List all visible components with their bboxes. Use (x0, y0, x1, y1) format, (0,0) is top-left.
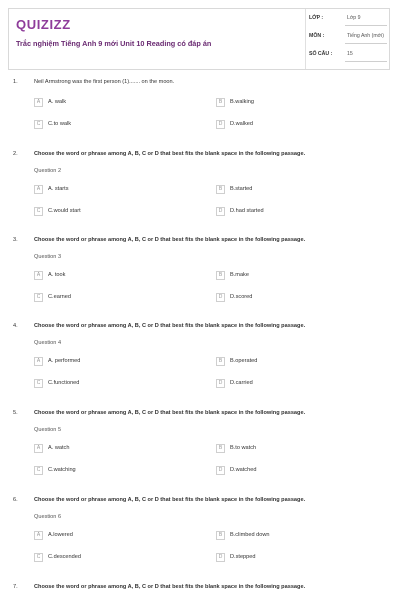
option-text: A.lowered (48, 532, 73, 538)
answer-option-d[interactable] (216, 120, 376, 129)
option-text: B.started (230, 186, 253, 192)
answer-option-c[interactable] (34, 120, 194, 129)
question-number: 1. (13, 79, 18, 85)
question-text: Choose the word or phrase among A, B, C or D that best fits the blank space in the following passage. (34, 497, 306, 503)
answer-option-a[interactable] (34, 531, 194, 540)
question-number: 3. (13, 237, 18, 243)
meta-value: 15 (347, 51, 353, 57)
question-text: Choose the word or phrase among A, B, C or D that best fits the blank space in the following passage. (34, 151, 306, 157)
option-letter-box: A (34, 531, 43, 540)
option-letter-box: A (34, 185, 43, 194)
option-text: C.to walk (48, 121, 72, 127)
question-label: Question 2 (34, 168, 62, 174)
question-number: 7. (13, 584, 18, 590)
option-letter-box: A (34, 271, 43, 280)
option-text: A. took (48, 272, 66, 278)
question-text: Choose the word or phrase among A, B, C or D that best fits the blank space in the following passage. (34, 584, 306, 590)
question-label: Question 5 (34, 427, 62, 433)
answer-option-c[interactable] (34, 207, 194, 216)
meta-row-class (309, 13, 391, 26)
answer-option-b[interactable] (216, 98, 376, 107)
meta-underline (345, 43, 387, 44)
option-text: D.watched (230, 467, 257, 473)
answer-option-a[interactable] (34, 357, 194, 366)
option-text: D.had started (230, 208, 264, 214)
option-text: D.stepped (230, 554, 256, 560)
option-text: C.descended (48, 554, 81, 560)
answer-option-a[interactable] (34, 444, 194, 453)
option-text: C.watching (48, 467, 76, 473)
option-text: A. watch (48, 445, 70, 451)
option-letter-box: A (34, 98, 43, 107)
meta-label: LỚP : (309, 15, 324, 21)
meta-label: MÔN : (309, 33, 325, 39)
option-text: B.to watch (230, 445, 257, 451)
answer-option-b[interactable] (216, 271, 376, 280)
option-letter-box: A (34, 357, 43, 366)
worksheet-title: Trắc nghiệm Tiếng Anh 9 mới Unit 10 Reading có đáp án (16, 39, 212, 48)
answer-option-b[interactable] (216, 444, 376, 453)
option-letter-box: C (34, 293, 43, 302)
question-label: Question 3 (34, 254, 62, 260)
answer-option-d[interactable] (216, 466, 376, 475)
meta-label: SỐ CÂU : (309, 51, 333, 57)
question-label: Question 6 (34, 514, 62, 520)
answer-option-d[interactable] (216, 379, 376, 388)
option-text: C.functioned (48, 380, 80, 386)
answer-option-a[interactable] (34, 271, 194, 280)
option-letter-box: C (34, 120, 43, 129)
option-letter-box: D (216, 207, 225, 216)
option-text: B.walking (230, 99, 254, 105)
option-text: B.climbed down (230, 532, 270, 538)
option-letter-box: B (216, 357, 225, 366)
answer-option-a[interactable] (34, 185, 194, 194)
answer-option-b[interactable] (216, 531, 376, 540)
option-letter-box: C (34, 207, 43, 216)
worksheet-header (8, 8, 390, 70)
option-text: D.carried (230, 380, 253, 386)
option-letter-box: C (34, 553, 43, 562)
option-letter-box: B (216, 98, 225, 107)
answer-option-d[interactable] (216, 293, 376, 302)
question-text: Choose the word or phrase among A, B, C or D that best fits the blank space in the following passage. (34, 323, 306, 329)
option-letter-box: B (216, 531, 225, 540)
header-divider (305, 9, 306, 69)
answer-option-c[interactable] (34, 293, 194, 302)
meta-row-count (309, 49, 391, 62)
quizizz-logo: QUIZIZZ (16, 17, 71, 32)
option-text: B.make (230, 272, 249, 278)
answer-option-d[interactable] (216, 207, 376, 216)
answer-option-b[interactable] (216, 185, 376, 194)
question-number: 4. (13, 323, 18, 329)
option-text: C.earned (48, 294, 72, 300)
question-text: Neil Armstrong was the first person (1)....... on the moon. (34, 79, 175, 85)
answer-option-d[interactable] (216, 553, 376, 562)
option-letter-box: D (216, 379, 225, 388)
answer-option-b[interactable] (216, 357, 376, 366)
question-text: Choose the word or phrase among A, B, C or D that best fits the blank space in the following passage. (34, 410, 306, 416)
meta-value: Tiếng Anh (mới) (347, 33, 384, 39)
answer-option-a[interactable] (34, 98, 194, 107)
option-text: D.walked (230, 121, 254, 127)
option-text: D.scored (230, 294, 253, 300)
question-text: Choose the word or phrase among A, B, C or D that best fits the blank space in the following passage. (34, 237, 306, 243)
meta-underline (345, 61, 387, 62)
question-number: 5. (13, 410, 18, 416)
option-letter-box: A (34, 444, 43, 453)
option-letter-box: C (34, 466, 43, 475)
question-number: 2. (13, 151, 18, 157)
option-letter-box: D (216, 466, 225, 475)
option-letter-box: B (216, 444, 225, 453)
answer-option-c[interactable] (34, 553, 194, 562)
meta-value: Lớp 9 (347, 15, 361, 21)
question-label: Question 4 (34, 340, 62, 346)
option-letter-box: B (216, 271, 225, 280)
question-number: 6. (13, 497, 18, 503)
option-letter-box: D (216, 293, 225, 302)
option-letter-box: B (216, 185, 225, 194)
answer-option-c[interactable] (34, 466, 194, 475)
option-text: A. starts (48, 186, 69, 192)
meta-row-subject (309, 31, 391, 44)
option-text: C.would start (48, 208, 81, 214)
meta-underline (345, 25, 387, 26)
option-letter-box: C (34, 379, 43, 388)
option-letter-box: D (216, 120, 225, 129)
option-letter-box: D (216, 553, 225, 562)
answer-option-c[interactable] (34, 379, 194, 388)
option-text: A. performed (48, 358, 81, 364)
option-text: B.operated (230, 358, 258, 364)
option-text: A. walk (48, 99, 67, 105)
